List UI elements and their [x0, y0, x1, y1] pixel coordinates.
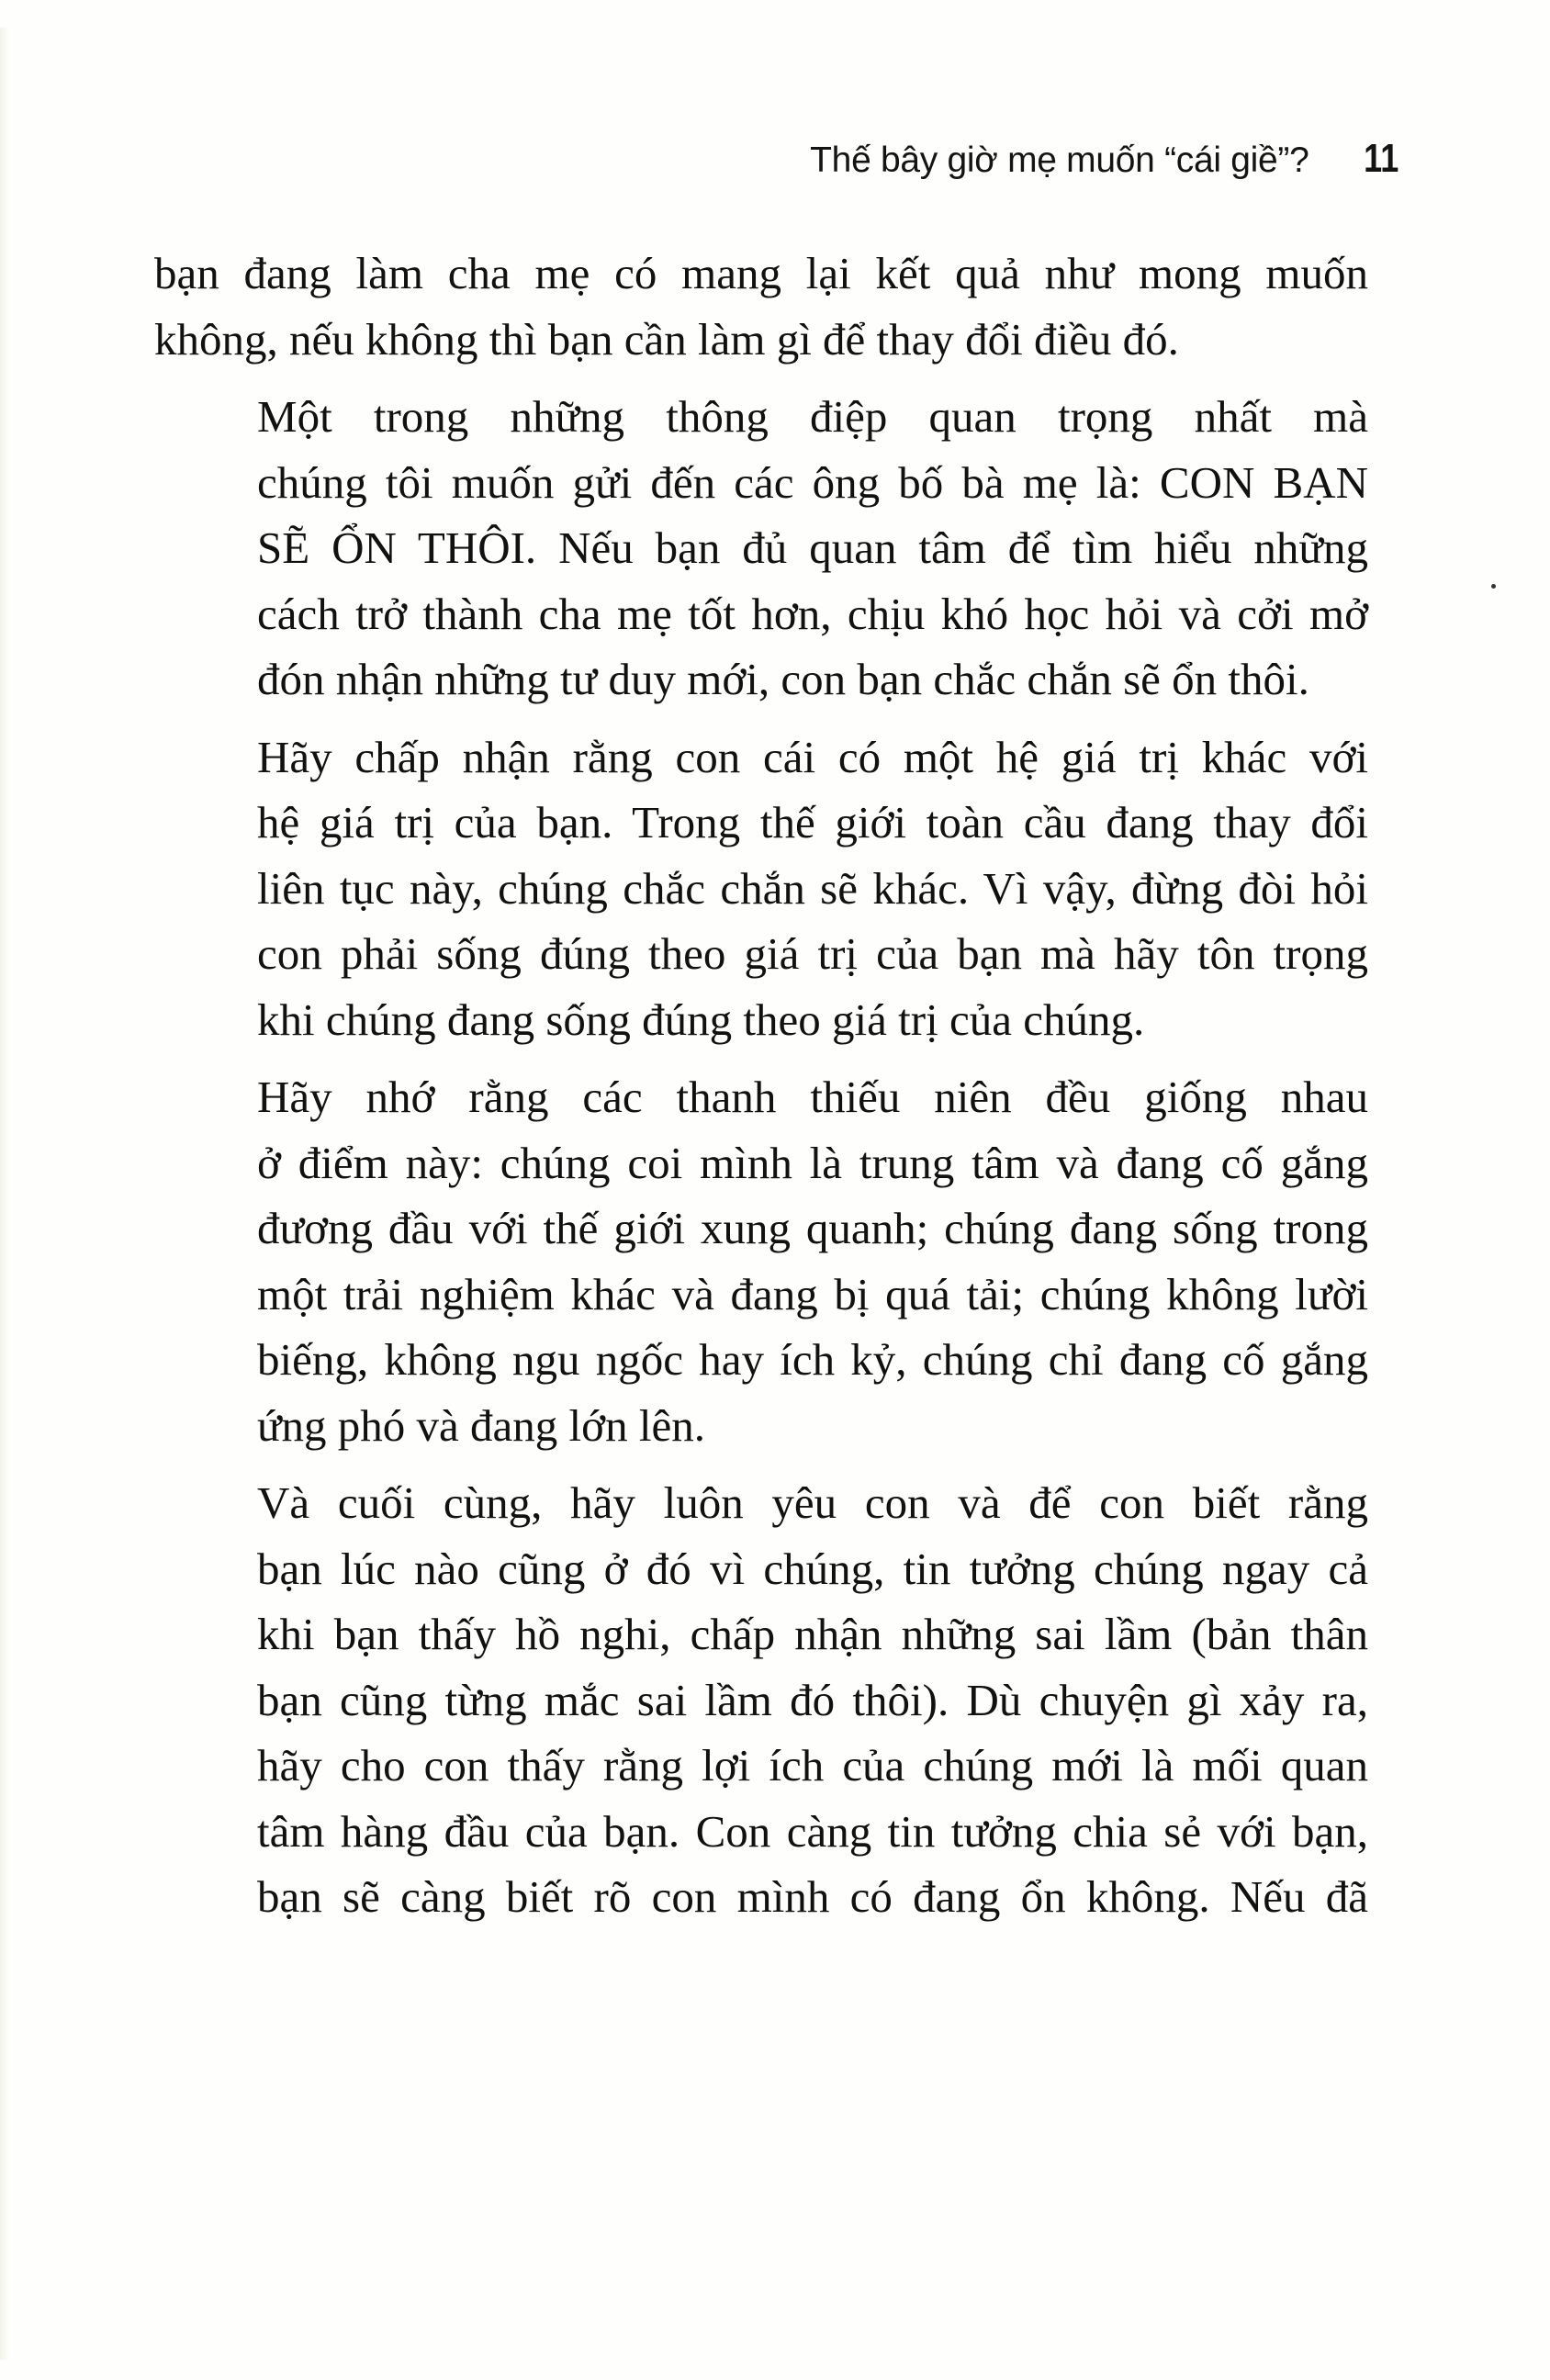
text-line: con phải sống đúng theo giá trị của bạn mà hãy tôn trọng	[257, 928, 1368, 979]
text-line: khi chúng đang sống đúng theo giá trị của chúng.	[257, 994, 1145, 1045]
text-line: hãy cho con thấy rằng lợi ích của chúng mới là mối quan	[257, 1740, 1368, 1791]
running-title: Thế bây giờ mẹ muốn “cái giề”?	[810, 140, 1309, 180]
text-line: cách trở thành cha mẹ tốt hơn, chịu khó học hỏi và cởi mở	[257, 588, 1368, 639]
text-line: liên tục này, chúng chắc chắn sẽ khác. Vì vậy, đừng đòi hỏi	[257, 862, 1368, 914]
paragraph	[154, 724, 1368, 1053]
running-header	[810, 136, 1403, 182]
text-line: không, nếu không thì bạn cần làm gì để thay đổi điều đó.	[154, 313, 1179, 365]
text-line: Và cuối cùng, hãy luôn yêu con và để con biết rằng	[257, 1477, 1368, 1528]
text-line: Hãy chấp nhận rằng con cái có một hệ giá trị khác với	[257, 731, 1368, 782]
text-line: đón nhận những tư duy mới, con bạn chắc chắn sẽ ổn thôi.	[257, 654, 1309, 704]
body-text	[154, 241, 1368, 1942]
text-line: hệ giá trị của bạn. Trong thế giới toàn cầu đang thay đổi	[257, 797, 1368, 848]
text-line: biếng, không ngu ngốc hay ích kỷ, chúng chỉ đang cố gắng	[257, 1334, 1368, 1385]
text-line: bạn đang làm cha mẹ có mang lại kết quả như mong muốn	[154, 248, 1368, 298]
text-line: đương đầu với thế giới xung quanh; chúng đang sống trong	[257, 1203, 1368, 1253]
text-line: bạn lúc nào cũng ở đó vì chúng, tin tưởng chúng ngay cả	[257, 1543, 1368, 1594]
print-speck	[1491, 584, 1496, 589]
text-line: ở điểm này: chúng coi mình là trung tâm và đang cố gắng	[257, 1137, 1368, 1188]
text-line: khi bạn thấy hồ nghi, chấp nhận những sai lầm (bản thân	[257, 1609, 1368, 1659]
text-line: SẼ ỔN THÔI. Nếu bạn đủ quan tâm để tìm hiểu những	[257, 522, 1368, 573]
text-line: ứng phó và đang lớn lên.	[257, 1399, 705, 1451]
paragraph	[154, 1470, 1368, 1930]
text-line: Hãy nhớ rằng các thanh thiếu niên đều giống nhau	[257, 1072, 1368, 1122]
text-line: tâm hàng đầu của bạn. Con càng tin tưởng chia sẻ với bạn,	[257, 1805, 1368, 1857]
page-number: 11	[1364, 136, 1399, 181]
text-line: một trải nghiệm khác và đang bị quá tải; chúng không lười	[257, 1268, 1368, 1319]
paragraph	[154, 384, 1368, 713]
page-gutter-edge	[0, 28, 9, 2360]
text-line: Một trong những thông điệp quan trọng nhất mà	[257, 391, 1368, 442]
text-line: chúng tôi muốn gửi đến các ông bố bà mẹ là: CON BẠN	[257, 456, 1368, 508]
paragraph	[154, 1064, 1368, 1458]
paragraph	[154, 241, 1368, 372]
text-line: bạn cũng từng mắc sai lầm đó thôi). Dù chuyện gì xảy ra,	[257, 1674, 1368, 1725]
text-line: bạn sẽ càng biết rõ con mình có đang ổn không. Nếu đã	[257, 1871, 1368, 1922]
